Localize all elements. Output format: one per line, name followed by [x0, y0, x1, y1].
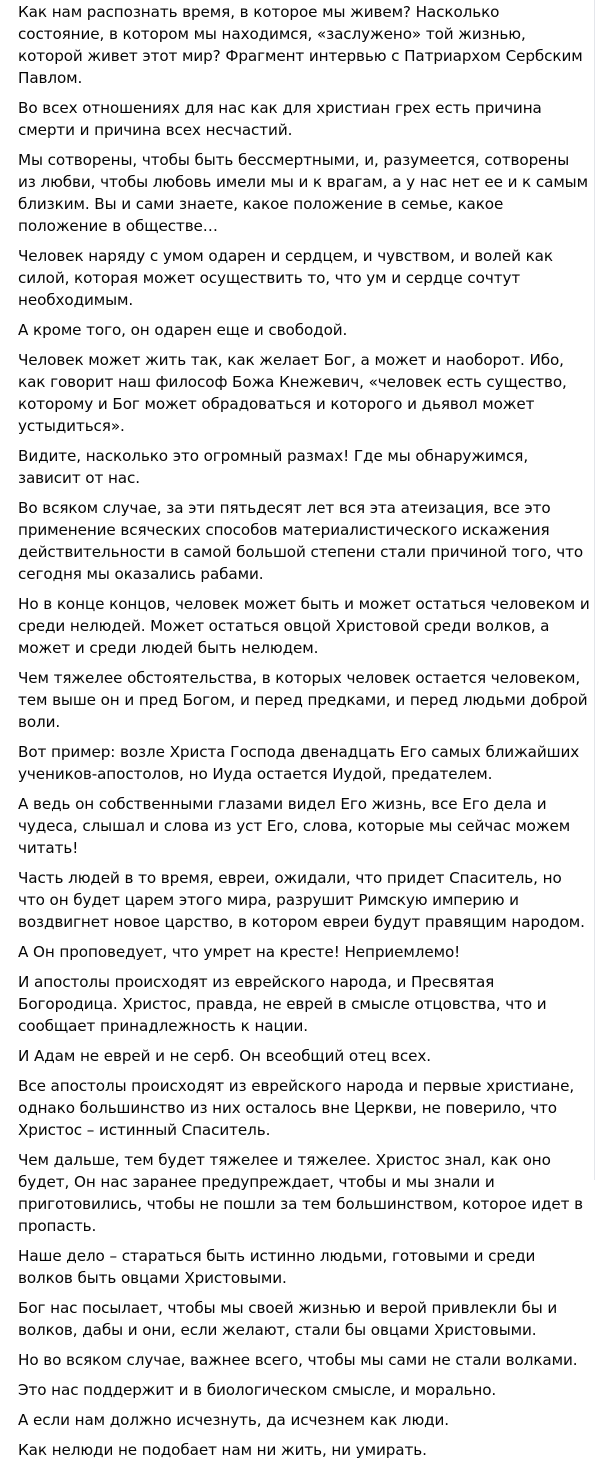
- paragraph: Чем дальше, тем будет тяжелее и тяжелее. Христос знал, как оно будет, Он нас заранее предупреждает, чтобы и мы знали и приготовились, чтобы не пошли за тем большинством, которое идет в пропасть.: [18, 1151, 583, 1235]
- paragraph: Но во всяком случае, важнее всего, чтобы мы сами не стали волками.: [18, 1351, 578, 1369]
- paragraph: Чем тяжелее обстоятельства, в которых человек остается человеком, тем выше он и пред Богом, и перед предками, и перед людьми доброй воли.: [18, 669, 588, 731]
- paragraph: Бог нас посылает, чтобы мы своей жизнью и верой привлекли бы и волков, дабы и они, если желают, стали бы овцами Христовыми.: [18, 1299, 558, 1339]
- paragraph: Мы сотворены, чтобы быть бессмертными, и, разумеется, сотворены из любви, чтобы любовь имели мы и к врагам, а у нас нет ее и к самым близким. Вы и сами знаете, какое положение в семье, какое положение в обществе…: [18, 151, 588, 235]
- paragraph: Все апостолы происходят из еврейского народа и первые христиане, однако большинство из них осталось вне Церкви, не поверило, что Христос – истинный Спаситель.: [18, 1077, 575, 1139]
- paragraph: А если нам должно исчезнуть, да исчезнем как люди.: [18, 1411, 450, 1429]
- paragraph: Но в конце концов, человек может быть и может остаться человеком и среди нелюдей. Может остаться овцой Христовой среди волков, а может и среди людей быть нелюдем.: [18, 595, 590, 657]
- paragraph: Как нам распознать время, в которое мы живем? Насколько состояние, в котором мы находимся, «заслужено» той жизнью, которой живет этот мир? Фрагмент интервью с Патриархом Сербским Павлом.: [18, 3, 583, 87]
- paragraph: Наше дело – стараться быть истинно людьми, готовыми и среди волков быть овцами Христовыми.: [18, 1247, 536, 1287]
- paragraph: Вот пример: возле Христа Господа двенадцать Его самых ближайших учеников-апостолов, но Иуда остается Иудой, предателем.: [18, 743, 580, 783]
- paragraph: Как нелюди не подобает нам ни жить, ни умирать.: [18, 1441, 427, 1459]
- paragraph: А Он проповедует, что умрет на кресте! Неприемлемо!: [18, 943, 461, 961]
- paragraph: Часть людей в то время, евреи, ожидали, что придет Спаситель, но что он будет царем этого мира, разрушит Римскую империю и воздвигнет новое царство, в котором евреи будут правящим народом.: [18, 869, 585, 931]
- paragraph: Это нас поддержит и в биологическом смысле, и морально.: [18, 1381, 497, 1399]
- paragraph: И апостолы происходят из еврейского народа, и Пресвятая Богородица. Христос, правда, не еврей в смысле отцовства, что и сообщает принадлежность к нации.: [18, 973, 547, 1035]
- post-text: [18, 1, 590, 1461]
- paragraph: Во всех отношениях для нас как для христиан грех есть причина смерти и причина всех несчастий.: [18, 99, 542, 139]
- paragraph: Видите, насколько это огромный размах! Где мы обнаружимся, зависит от нас.: [18, 447, 529, 487]
- paragraph: Человек наряду с умом одарен и сердцем, и чувством, и волей как силой, которая может осуществить то, что ум и сердце сочтут необходимым.: [18, 247, 553, 309]
- paragraph: А ведь он собственными глазами видел Его жизнь, все Его дела и чудеса, слышал и слова из уст Его, слова, которые мы сейчас можем читать!: [18, 795, 571, 857]
- paragraph: Во всяком случае, за эти пятьдесят лет вся эта атеизация, все это применение всяческих способов материалистического искажения действительности в самой большой степени стали причиной того, что сегодня мы оказались рабами.: [18, 499, 584, 583]
- paragraph: И Адам не еврей и не серб. Он всеобщий отец всех.: [18, 1047, 432, 1065]
- paragraph: А кроме того, он одарен еще и свободой.: [18, 321, 348, 339]
- paragraph: Человек может жить так, как желает Бог, а может и наоборот. Ибо, как говорит наш философ Божа Кнежевич, «человек есть существо, которому и Бог может обрадоваться и которого и дьявол может устыдиться».: [18, 351, 567, 435]
